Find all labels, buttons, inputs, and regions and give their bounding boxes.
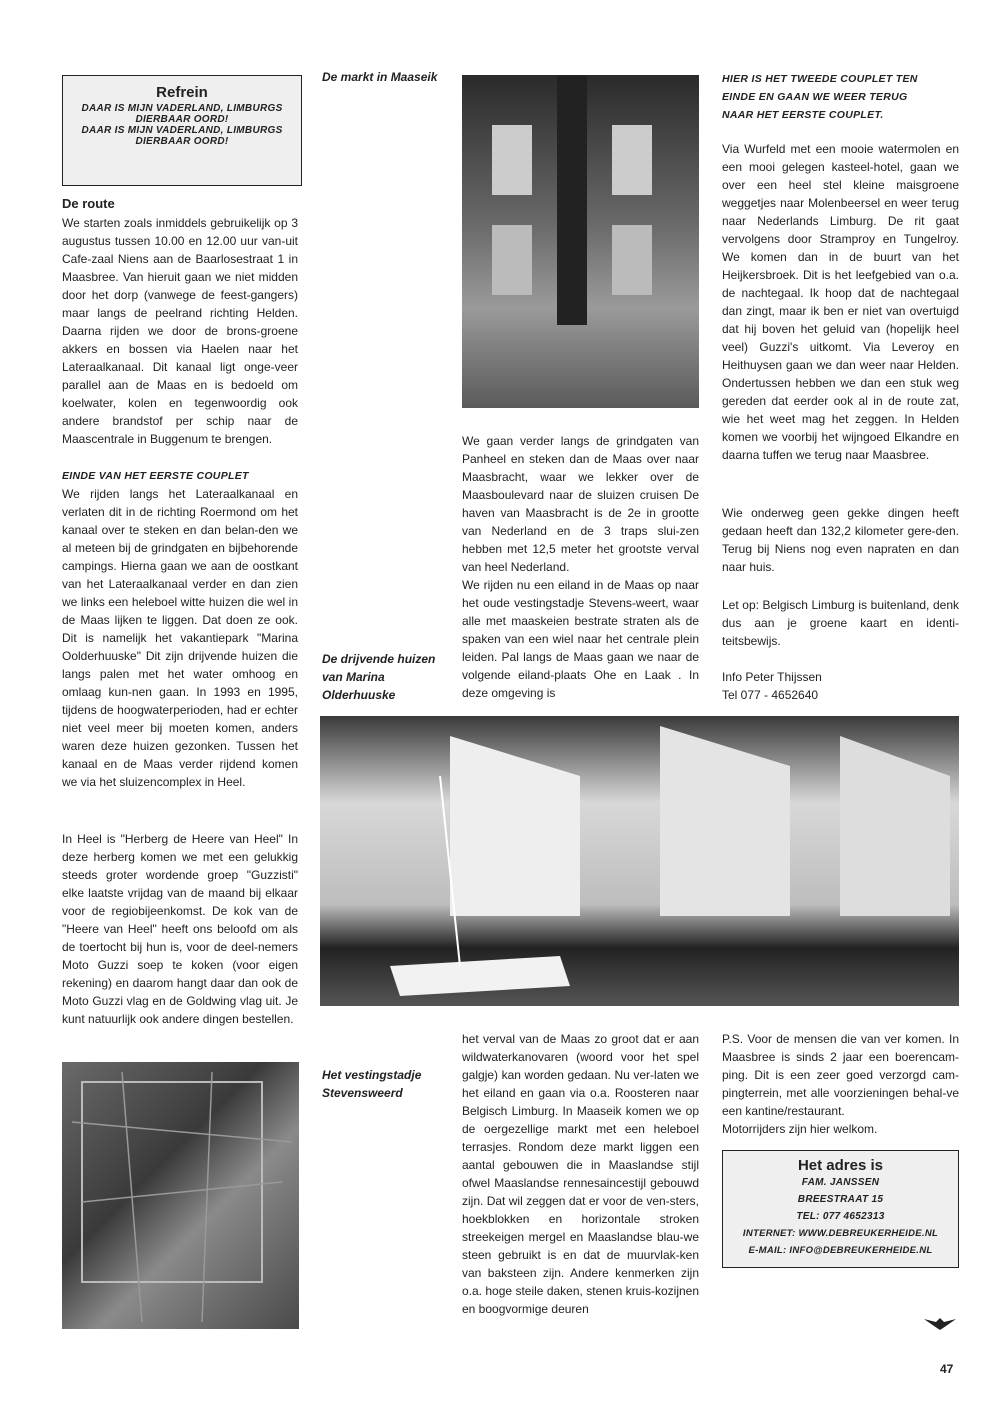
refrain-line: DIERBAAR OORD! <box>135 136 229 147</box>
address-box <box>722 1150 959 1268</box>
route-heading: De route <box>62 196 115 211</box>
address-line: TEL: 077 4652313 <box>796 1211 885 1222</box>
ps-body-2: Motorrijders zijn hier welkom. <box>722 1122 878 1136</box>
couplet1-body: We rijden langs het Lateraalkanaal en verlaten dit in de richting Roermond om het kanaal over te steken en dan belan-den we al meteen bij de grindgaten en bijbehorende campings. Hierna gaan we aan de oostkant van het Lateraalkanaal verder en dan zien we links een heleboel witte huizen die wel in de Maas lijken te liggen. Dat doen ze ook. Dit is namelijk het vakantiepark "Marina Oolderhuuske" Dit zijn drijvende huizen die langs palen met het water omhoog en omlaag kun-nen gaan. In 1993 en 1995, tijdens de hoogwaterperioden, had er echter niet veel meer bij moeten komen, anders waren deze huizen gezonken. Tussen het kanaal en de Maas verder rijdend komen we via het sluizencomplex in Heel. <box>62 487 298 789</box>
aerial-photo <box>62 1062 299 1329</box>
address-line: FAM. JANSSEN <box>801 1177 880 1188</box>
mid-body-3: het verval van de Maas zo groot dat er aan wildwaterkanovaren (woord voor het spel galgje) kan worden gedaan. Nu ver-laten we het eiland en gaan via o.a. Roosteren naar Belgisch Limburg. In Maaseik komen we op de oergezellige markt met een heleboel terrasjes. Rondom deze markt liggen een aantal gebouwen die in Maaslandse stijl ofwel Maaslandse rennesaincestijl gebouwd zijn. Dat wil zeggen dat er voor de ven-sters, hoekblokken en horizontale stroken streekeigen mergel en Maaslandse blau-we steen gebruikt is en dat de muurvlak-ken van baksteen zijn. Andere kenmerken zijn o.a. hoge steile daken, stenen kruis-kozijnen en boogvormige deuren <box>462 1032 699 1316</box>
heading-line: HIER IS HET TWEEDE COUPLET TEN <box>722 73 918 85</box>
heel-body: In Heel is "Herberg de Heere van Heel" In deze herberg komen we met een gelukkig steeds groter wordende groep "Guzzisti" elke laatste vrijdag van de maand bij elkaar voor de regiobijeenkomst. De kok van de "Heere van Heel" heeft ons beloofd om als de toertocht bij hun is, voor de deel-nemers Moto Guzzi soep te koken (voor eigen rekening) en daarom hangt daar dan ook de Moto Guzzi vlag en de Goldwing vlag uit. Je kunt natuurlijk ook andere dingen bestellen. <box>62 832 298 1026</box>
ps-body: P.S. Voor de mensen die van ver komen. In Maasbree is sinds 2 jaar een boerencam-ping. Dit is een zeer goed verzorgd cam-pingterrein, met alle voorzieningen behal-ve een kantine/restaurant. <box>722 1032 959 1118</box>
heading-line: EINDE EN GAAN WE WEER TERUG <box>722 91 908 103</box>
couplet1-heading: EINDE VAN HET EERSTE COUPLET <box>62 470 249 482</box>
refrain-line: DIERBAAR OORD! <box>135 114 229 125</box>
mid-body-1: We gaan verder langs de grindgaten van Panheel en steken dan de Maas over naar Maasbracht, waar we lekker over de Maasboulevard naar de sluizen cruisen De haven van Maasbracht is de 2e in grootte van Nederland en de 3 traps slui-zen hebben met 12,5 meter het grootste verval van heel Nederland. <box>462 434 699 574</box>
caption-line: Olderhuuske <box>322 688 396 702</box>
route-body: We starten zoals inmiddels gebruikelijk op 3 augustus tussen 10.00 en 12.00 uur van-uit Cafe-zaal Niens aan de Baarlosestraat 1 in Maasbree. Van hieruit gaan we niet midden door het dorp (vanwege de feest-gangers) maar langs de peelrand richting Helden. Daarna rijden we door de brons-groene akkers en bossen via Haelen naar het Lateraalkanaal. Dit kanaal ligt onge-veer parallel aan de Maas en is bedoeld om koelwater, kolen en tegenwoordig ook andere brandstof per schip naar de Maascentrale in Buggenum te brengen. <box>62 216 298 446</box>
caption-vesting <box>322 1066 421 1102</box>
mid-body-2: We rijden nu een eiland in de Maas op naar het oude vestingstadje Stevens-weert, waar alle met maaskeien bestrate straten als de spaken van een wiel naar het centrale plein leiden. Pal langs de Maas gaan we naar de volgende eiland-plaats Ohe en Laak . In deze omgeving is <box>462 578 699 700</box>
refrain-line: DAAR IS MIJN VADERLAND, LIMBURGS <box>81 125 283 136</box>
caption-line: De drijvende huizen <box>322 652 436 666</box>
caption-line: Stevensweerd <box>322 1086 403 1100</box>
aerial-photo-art <box>62 1062 299 1329</box>
address-line: INTERNET: WWW.DEBREUKERHEIDE.NL <box>742 1228 939 1239</box>
address-line: BREESTRAAT 15 <box>797 1194 884 1205</box>
address-line: E-MAIL: INFO@DEBREUKERHEIDE.NL <box>748 1245 933 1256</box>
refrain-line: DAAR IS MIJN VADERLAND, LIMBURGS <box>81 103 283 114</box>
heading-line: NAAR HET EERSTE COUPLET. <box>722 109 884 121</box>
info-tel: Tel 077 - 4652640 <box>722 688 819 702</box>
caption-drijvende <box>322 650 435 704</box>
refrain-title: Refrein <box>156 84 208 101</box>
right-body-2: Wie onderweg geen gekke dingen heeft gedaan heeft dan 132,2 kilometer gere-den. Terug bij Niens nog even napraten en dan naar huis. <box>722 506 959 574</box>
eagle-icon <box>924 1316 956 1337</box>
right-body-3: Let op: Belgisch Limburg is buitenland, denk dus aan je groene kaart en identi-teitsbewijs. <box>722 598 959 648</box>
caption-line: van Marina <box>322 670 385 684</box>
market-photo-art <box>462 75 699 408</box>
caption-line: Het vestingstadje <box>322 1068 422 1082</box>
floating-houses-art <box>320 716 959 1006</box>
address-title: Het adres is <box>797 1157 884 1174</box>
refrain-box <box>62 75 302 186</box>
page-number: 47 <box>940 1362 954 1376</box>
info-name: Info Peter Thijssen <box>722 670 822 684</box>
market-photo <box>462 75 699 408</box>
floating-houses-photo <box>320 716 959 1006</box>
couplet2-heading <box>722 70 918 124</box>
caption-markt: De markt in Maaseik <box>322 70 438 84</box>
right-body-1: Via Wurfeld met een mooie watermolen en een mooi gelegen kasteel-hotel, gaan we over een heel stel kleine maisgroene weggetjes naar Molenbeersel en weer terug naar Nederlands Limburg. De rit gaat vervolgens door Stramproy en Tungelroy. We komen dan in de buurt van het Heijkersbroek. Dit is het leefgebied van o.a. de nachtegaal. Ik hoop dat de nachtegaal dan zingt, maar ik ben er niet van overtuigd dat hij boven het geluid van (hopelijk heel veel) Guzzi's uitkomt. Via Leveroy en Heithuysen gaan we dan weer naar Helden. Ondertussen hebben we dan een stuk weg gereden dat eerder ook al in de route zat, wie het weet mag het zeggen. In Helden komen we voorbij het wijngoed Elkandre en daarna tuffen we terug naar Maasbree. <box>722 142 959 462</box>
